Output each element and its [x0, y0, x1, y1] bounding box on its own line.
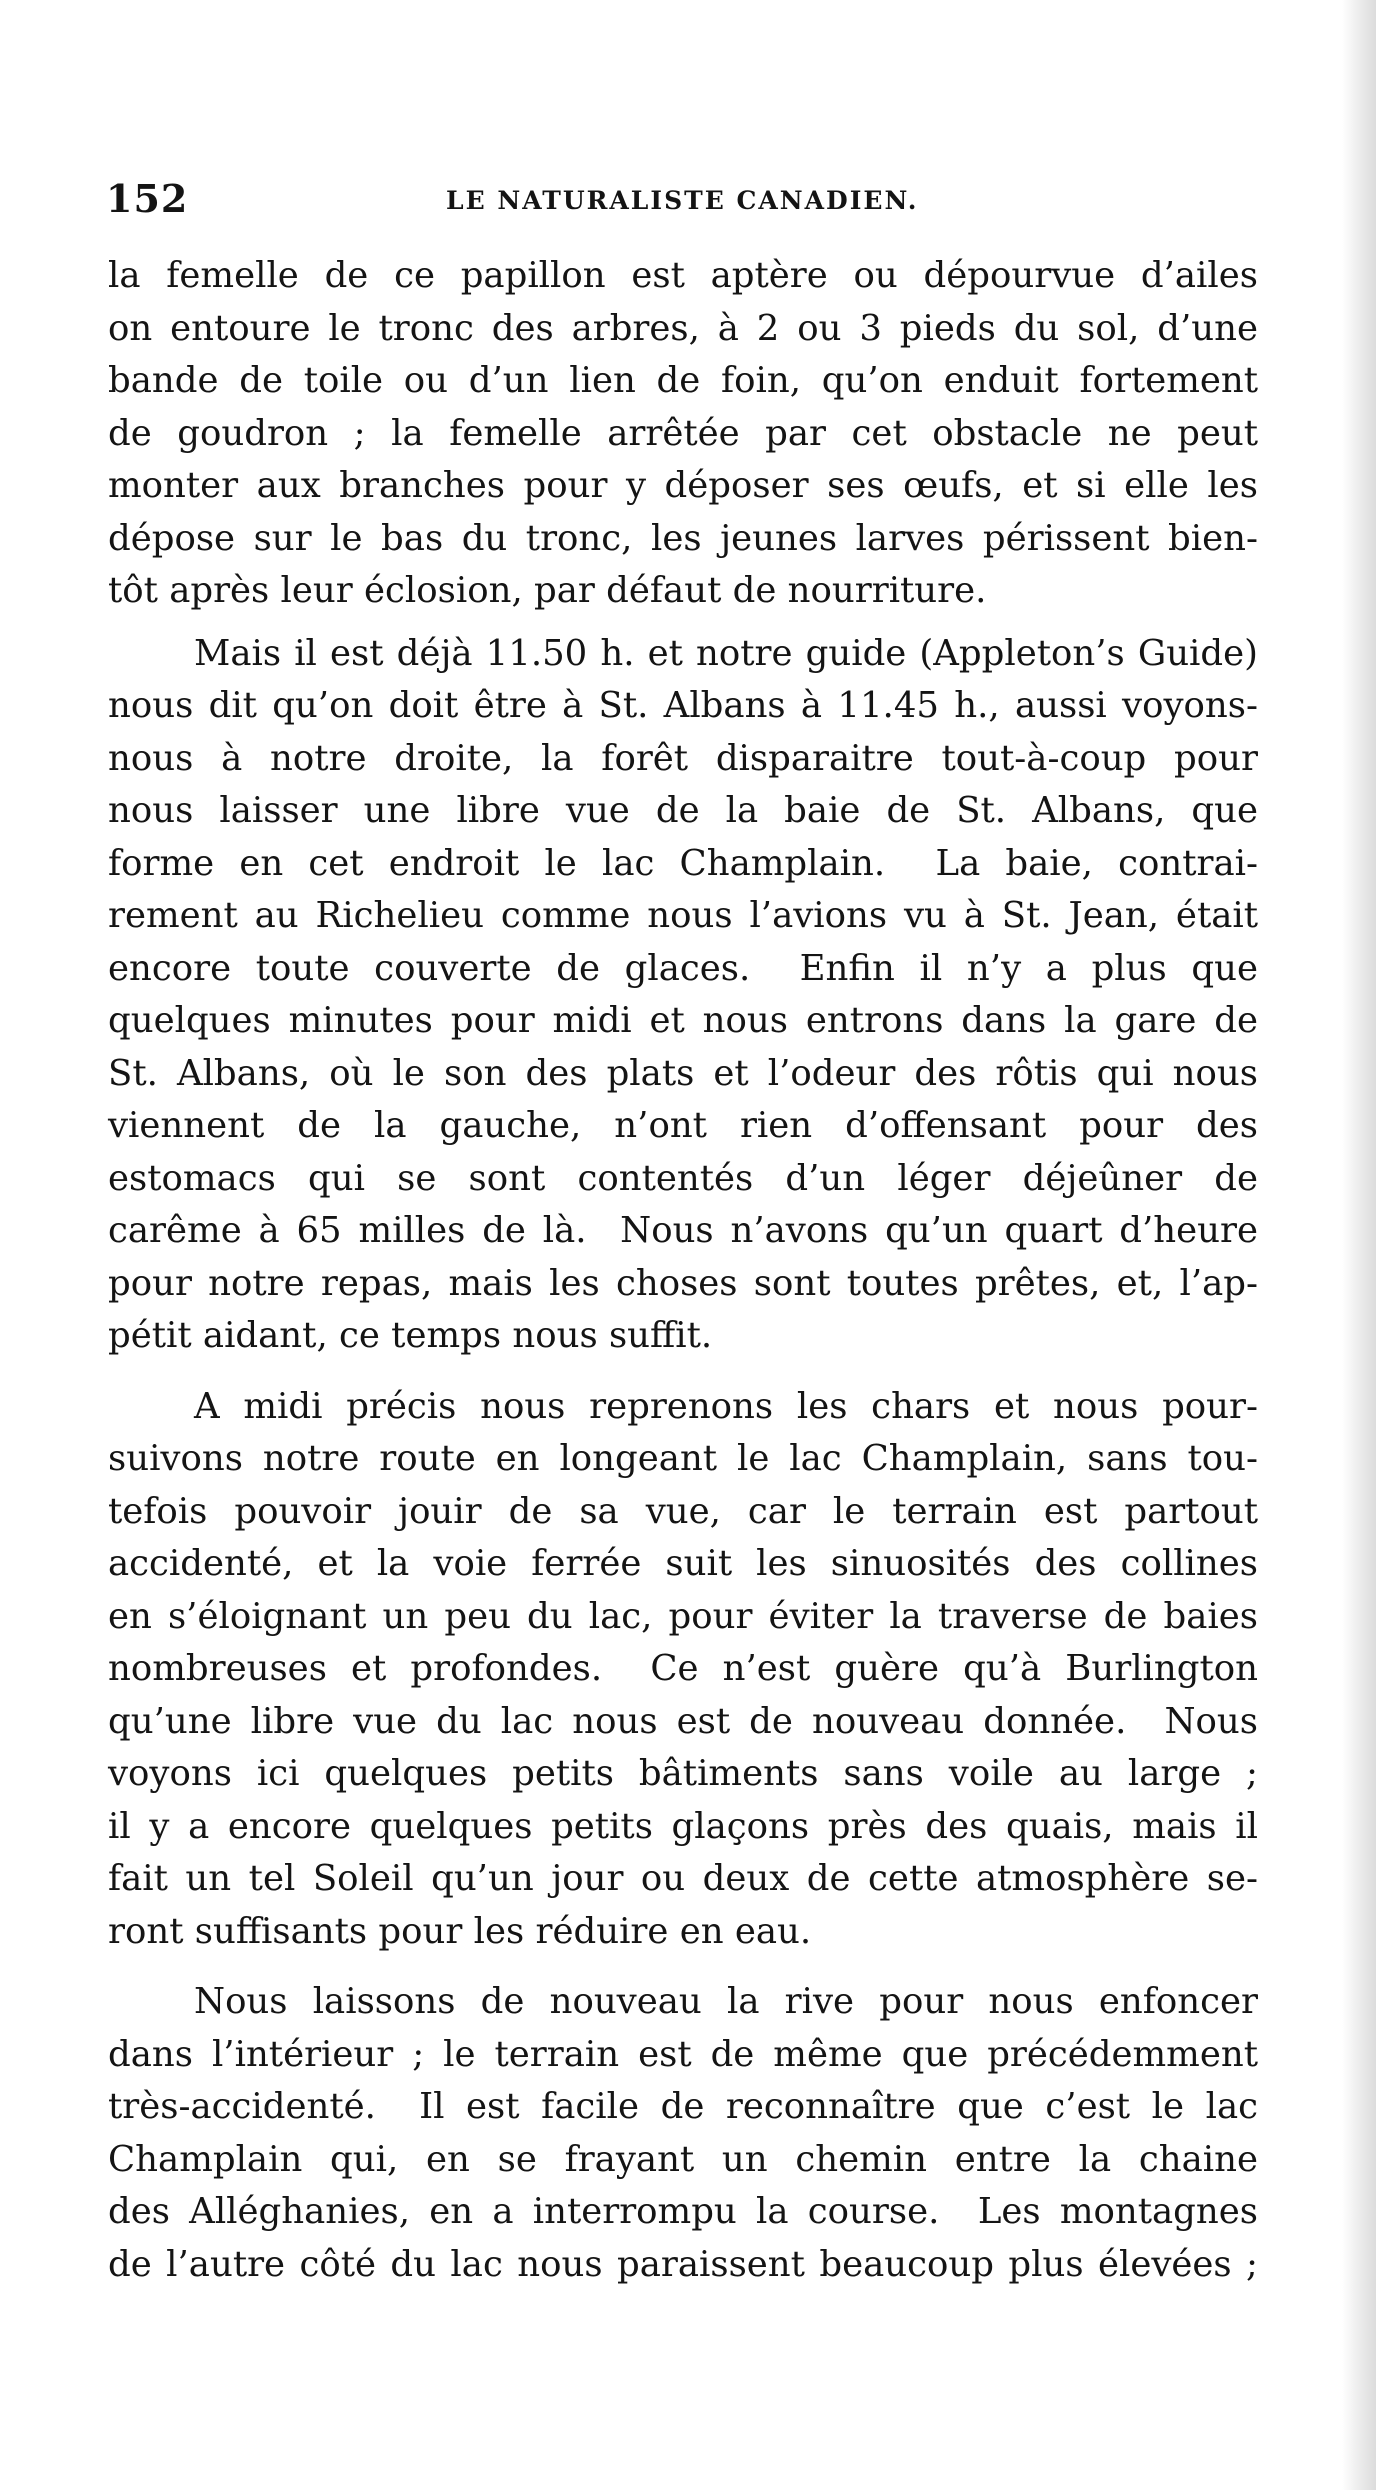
text-line: pétit aidant, ce temps nous suffit.: [108, 1315, 713, 1356]
text-line: nous laisser une libre vue de la baie de St. Albans, que: [108, 790, 1258, 831]
paragraph-gap: [108, 1958, 1258, 1976]
paragraph-1: [108, 250, 1258, 618]
text-line: qu’une libre vue du lac nous est de nouveau donnée. Nous: [108, 1700, 1258, 1742]
text-line: de l’autre côté du lac nous paraissent beaucoup plus élevées ;: [108, 2243, 1258, 2285]
text-line: il y a encore quelques petits glaçons près des quais, mais il: [108, 1805, 1258, 1847]
text-line: pour notre repas, mais les choses sont toutes prêtes, et, l’ap-: [108, 1262, 1258, 1304]
text-line: accidenté, et la voie ferrée suit les sinuosités des collines: [108, 1543, 1258, 1584]
text-line: de goudron ; la femelle arrêtée par cet obstacle ne peut: [108, 412, 1258, 454]
paragraph-2: [108, 628, 1258, 1363]
text-line: A midi précis nous reprenons les chars et nous pour-: [194, 1385, 1258, 1427]
page-header: [106, 176, 1256, 226]
text-line: fait un tel Soleil qu’un jour ou deux de cette atmosphère se-: [108, 1858, 1258, 1899]
running-title: LE NATURALISTE CANADIEN.: [446, 186, 919, 215]
text-line: voyons ici quelques petits bâtiments sans voile au large ;: [108, 1753, 1258, 1794]
text-line: suivons notre route en longeant le lac Champlain, sans tou-: [108, 1438, 1258, 1479]
text-line: encore toute couverte de glaces. Enfin il n’y a plus que: [108, 947, 1258, 989]
text-line: nous à notre droite, la forêt disparaitre tout-à-coup pour: [108, 737, 1258, 779]
text-line: nous dit qu’on doit être à St. Albans à 11.45 h., aussi voyons-: [108, 685, 1258, 726]
text-line: nombreuses et profondes. Ce n’est guère qu’à Burlington: [108, 1648, 1258, 1689]
text-line: rement au Richelieu comme nous l’avions vu à St. Jean, était: [108, 895, 1258, 936]
text-line: carême à 65 milles de là. Nous n’avons qu’un quart d’heure: [108, 1210, 1258, 1251]
text-line: bande de toile ou d’un lien de foin, qu’on enduit fortement: [108, 360, 1258, 401]
page-number: 152: [106, 176, 189, 221]
text-line: dans l’intérieur ; le terrain est de même que précédemment: [108, 2033, 1258, 2075]
text-line: des Alléghanies, en a interrompu la course. Les montagnes: [108, 2191, 1258, 2232]
text-line: quelques minutes pour midi et nous entrons dans la gare de: [108, 1000, 1258, 1041]
text-line: monter aux branches pour y déposer ses œufs, et si elle les: [108, 465, 1258, 506]
text-line: on entoure le tronc des arbres, à 2 ou 3 pieds du sol, d’une: [108, 307, 1258, 349]
text-line: Champlain qui, en se frayant un chemin entre la chaine: [108, 2138, 1258, 2180]
paragraph-3: [108, 1381, 1258, 1959]
paragraph-gap: [108, 1363, 1258, 1381]
text-line: dépose sur le bas du tronc, les jeunes larves périssent bien-: [108, 517, 1258, 559]
paragraph-gap: [108, 618, 1258, 628]
body-text: [108, 250, 1258, 2291]
text-line: Mais il est déjà 11.50 h. et notre guide (Appleton’s Guide): [194, 632, 1258, 674]
text-line: tôt après leur éclosion, par défaut de nourriture.: [108, 570, 987, 611]
page-edge-shadow: [1342, 0, 1376, 2490]
text-line: ront suffisants pour les réduire en eau.: [108, 1910, 812, 1952]
text-line: Nous laissons de nouveau la rive pour nous enfoncer: [194, 1981, 1258, 2022]
text-line: très-accidenté. Il est facile de reconnaître que c’est le lac: [108, 2086, 1258, 2127]
text-line: en s’éloignant un peu du lac, pour éviter la traverse de baies: [108, 1595, 1258, 1637]
text-line: la femelle de ce papillon est aptère ou dépourvue d’ailes: [108, 255, 1258, 296]
text-line: viennent de la gauche, n’ont rien d’offensant pour des: [108, 1105, 1258, 1146]
text-line: St. Albans, où le son des plats et l’odeur des rôtis qui nous: [108, 1052, 1258, 1094]
text-line: estomacs qui se sont contentés d’un léger déjeûner de: [108, 1157, 1258, 1199]
text-line: tefois pouvoir jouir de sa vue, car le terrain est partout: [108, 1490, 1258, 1532]
paragraph-4: [108, 1976, 1258, 2291]
text-line: forme en cet endroit le lac Champlain. La baie, contrai-: [108, 842, 1258, 884]
